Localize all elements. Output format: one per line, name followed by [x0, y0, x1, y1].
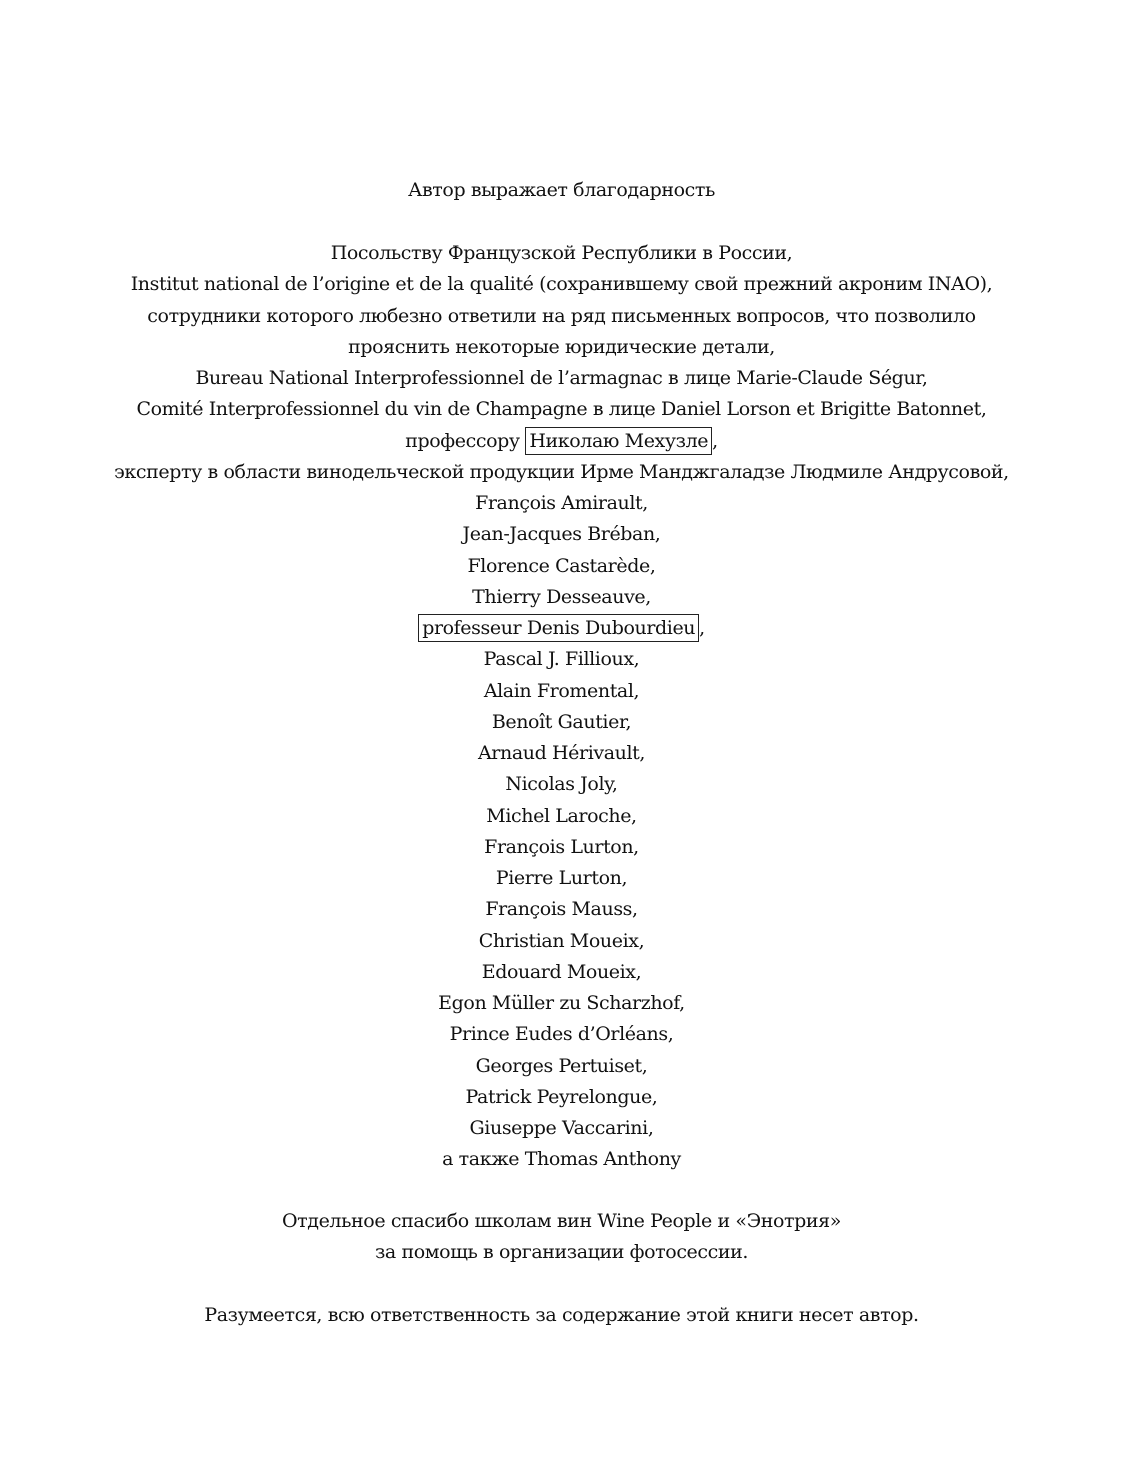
acknowledgement-line: Посольству Французской Республики в России,: [330, 242, 793, 264]
name-line: Alain Fromental,: [483, 679, 640, 702]
mekhuzla-prefix: профессору: [405, 429, 526, 452]
name-line: Prince Eudes d’Orléans,: [449, 1023, 674, 1046]
page-heading: Автор выражает благодарность: [408, 179, 715, 201]
name-line: François Lurton,: [484, 835, 639, 858]
name-line: Pierre Lurton,: [495, 867, 628, 889]
name-line: Jean-Jacques Bréban,: [462, 523, 661, 546]
highlighted-name-box: professeur Denis Dubourdieu: [418, 614, 699, 642]
name-line: François Amirault,: [475, 492, 648, 514]
name-line: а также Thomas Anthony: [442, 1148, 681, 1171]
acknowledgement-line: сотрудники которого любезно ответили на ряд письменных вопросов, что позволило: [147, 304, 976, 327]
name-line: Egon Müller zu Scharzhof,: [438, 992, 685, 1014]
expert-line: эксперту в области винодельческой продукции Ирме Манджгаладзе Людмиле Андрусовой,: [114, 460, 1009, 483]
name-line: Florence Castarède,: [467, 554, 656, 577]
responsibility-block: [0, 1300, 1123, 1331]
name-line: Benoît Gautier,: [491, 710, 632, 733]
name-line: Christian Moueix,: [478, 929, 645, 952]
name-line: Michel Laroche,: [486, 804, 637, 827]
name-line: Edouard Moueix,: [481, 960, 642, 983]
acknowledgement-line: прояснить некоторые юридические детали,: [348, 335, 775, 358]
dubourdieu-line: [0, 613, 1123, 644]
highlighted-name-box: Николаю Мехузле: [525, 427, 712, 455]
name-line: Pascal J. Fillioux,: [483, 648, 640, 671]
acknowledgements-list: [0, 238, 1123, 1176]
name-line: Georges Pertuiset,: [475, 1054, 648, 1077]
name-line: Patrick Peyrelongue,: [465, 1085, 658, 1108]
dubourdieu-suffix: ,: [699, 617, 705, 639]
extra-thanks-line: за помощь в организации фотосессии.: [374, 1241, 749, 1264]
responsibility-statement: Разумеется, всю ответственность за содержание этой книги несет автор.: [204, 1304, 919, 1326]
page-heading-block: [0, 175, 1123, 206]
acknowledgement-line: Bureau National Interprofessionnel de l’armagnac в лице Marie-Claude Ségur,: [195, 367, 928, 389]
mekhuzla-suffix: ,: [712, 429, 718, 452]
extra-thanks-block: [0, 1206, 1123, 1269]
acknowledgement-line: Comité Interprofessionnel du vin de Champagne в лице Daniel Lorson et Brigitte Batonnet,: [136, 398, 987, 421]
name-line: Giuseppe Vaccarini,: [469, 1117, 654, 1139]
name-line: Nicolas Joly,: [505, 773, 618, 796]
name-line: Arnaud Hérivault,: [477, 742, 646, 764]
name-line: Thierry Desseauve,: [472, 585, 651, 608]
acknowledgement-line: Institut national de l’origine et de la qualité (сохранившему свой прежний акроним INAO),: [130, 273, 993, 296]
extra-thanks-line: Отдельное спасибо школам вин Wine People и «Энотрия»: [282, 1210, 841, 1232]
mekhuzla-line: [0, 426, 1123, 457]
name-line: François Mauss,: [485, 898, 638, 921]
